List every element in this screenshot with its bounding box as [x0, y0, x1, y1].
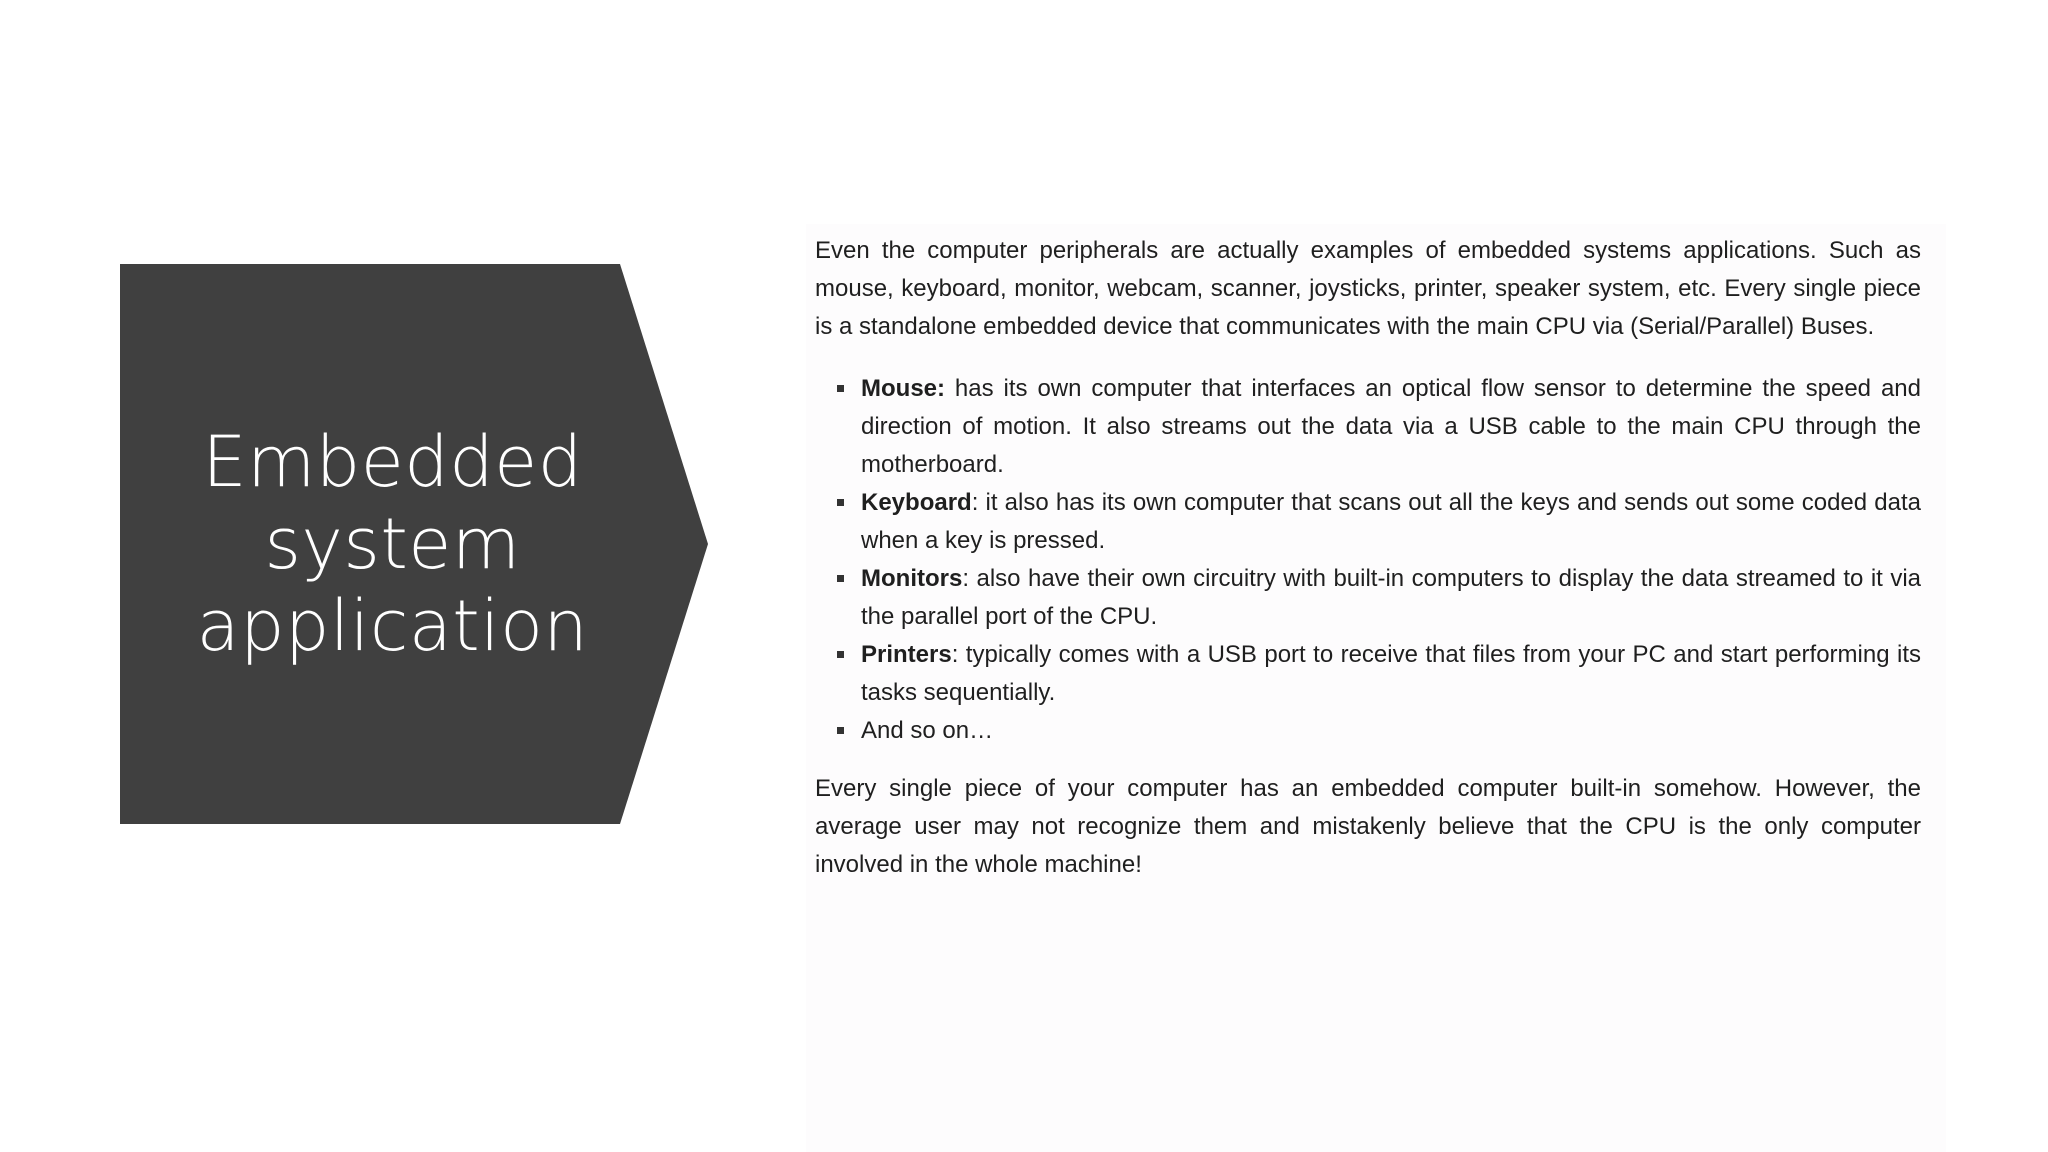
bullet-square-icon [837, 651, 844, 658]
title-line-3: application [196, 585, 589, 667]
conclusion-paragraph: Every single piece of your computer has an embedded computer built-in somehow. However, the average user may not recognize them and mistakenly believe that the CPU is the only computer involved in the whole machine! [815, 775, 1921, 878]
bullet-term: Monitors [861, 565, 963, 592]
title-chevron-shape [120, 264, 710, 824]
bullet-text: has its own computer that interfaces an optical flow sensor to determine the speed and direction of motion. It also streams out the data via a USB cable to the main CPU through the motherboard. [861, 375, 1921, 478]
bullet-text: And so on… [861, 717, 994, 744]
list-item-printers [815, 636, 1921, 712]
bullet-square-icon [837, 499, 844, 506]
list-item-keyboard [815, 484, 1921, 560]
bullet-term: Mouse: [861, 375, 945, 402]
intro-paragraph: Even the computer peripherals are actually examples of embedded systems applications. Such as mouse, keyboard, monitor, webcam, scanner, joysticks, printer, speaker system, etc. Every single piece is a standalone embedded device that communicates with the main CPU via (Serial/Parallel) Buses. [815, 237, 1921, 340]
content-text [815, 232, 1921, 884]
title-line-2: system [264, 503, 521, 585]
list-item-mouse [815, 370, 1921, 484]
list-item-and-so-on [815, 712, 1921, 750]
bullet-term: Keyboard [861, 489, 972, 516]
bullet-term: Printers [861, 641, 952, 668]
bullet-text: : typically comes with a USB port to receive that files from your PC and start performing its tasks sequentially. [861, 641, 1921, 706]
bullet-square-icon [837, 575, 844, 582]
peripherals-list [815, 370, 1921, 750]
title-line-1: Embedded [202, 421, 583, 503]
slide-title [120, 264, 665, 824]
bullet-square-icon [837, 385, 844, 392]
bullet-text: : it also has its own computer that scans out all the keys and sends out some coded data when a key is pressed. [861, 489, 1921, 554]
bullet-text: : also have their own circuitry with built-in computers to display the data streamed to it via the parallel port of the CPU. [861, 565, 1921, 630]
bullet-square-icon [837, 727, 844, 734]
list-item-monitors [815, 560, 1921, 636]
